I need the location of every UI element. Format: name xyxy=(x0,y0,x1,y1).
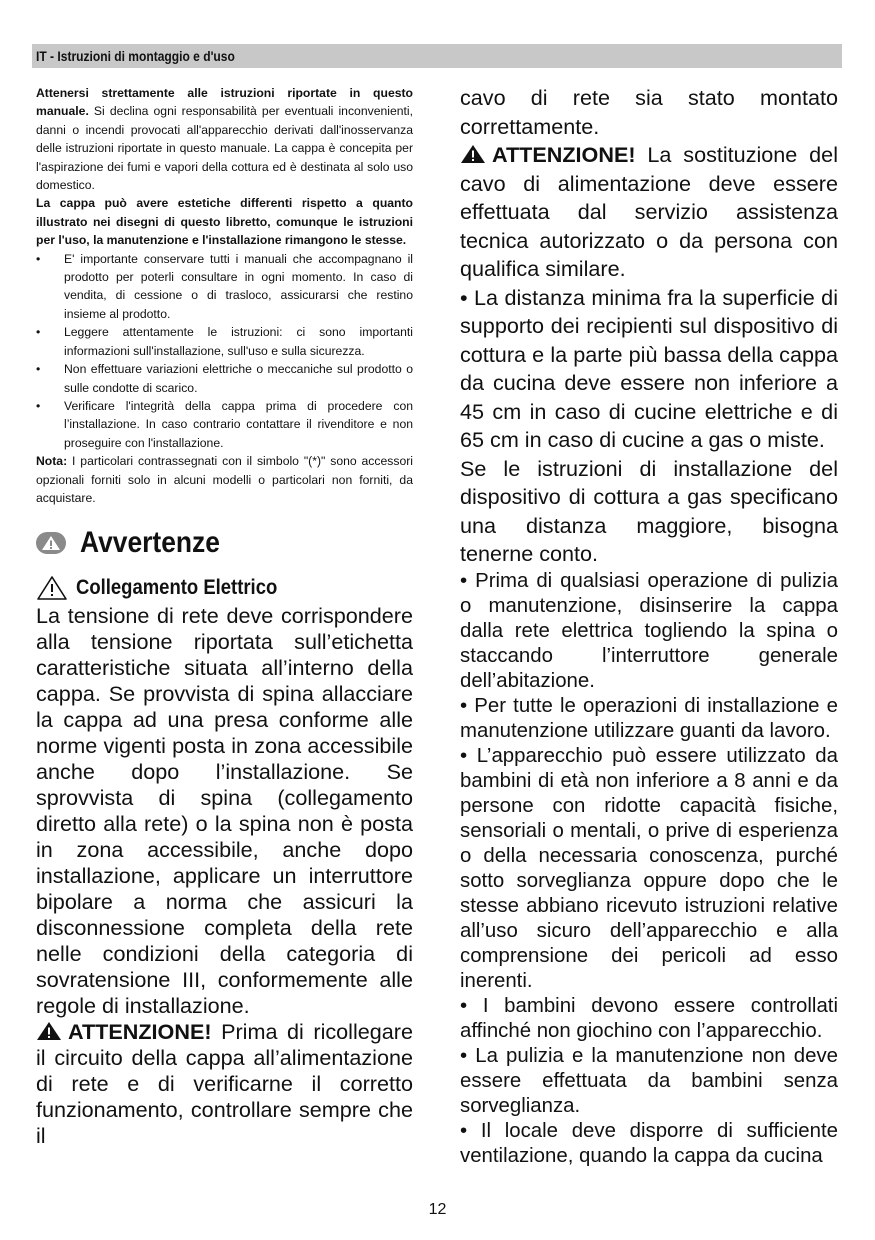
warning-text: La sostituzione del cavo di alimentazione deve essere effettuata dal servizio assistenza tecnica autorizzato o da persona con qualifica similare. xyxy=(460,142,838,281)
warning-label: ATTENZIONE! xyxy=(68,1019,212,1045)
page-number: 12 xyxy=(428,1201,447,1218)
distance-paragraph: • La distanza minima fra la superficie di supporto dei recipienti sul dispositivo di cottura e la parte più bassa della cappa da cucina deve essere non inferiore a 45 cm in caso di cucine elettriche e di 65 cm in caso di cucine a gas o miste. xyxy=(460,284,838,452)
intro-paragraph xyxy=(36,84,413,194)
list-item: • L’apparecchio può essere utilizzato da bambini di età non inferiore a 8 anni e da persone con ridotte capacità fisiche, sensoriali o mentali, o prive di esperienza o della necessaria conoscenza, purché sotto sorveglianza oppure dopo che le stesse abbiano ricevuto istruzioni relative all’uso sicuro dell’apparecchio e alla comprensione dei pericoli ad esso inerenti. xyxy=(460,744,838,992)
left-column xyxy=(36,84,413,1149)
subsection-heading xyxy=(36,573,413,603)
note-paragraph xyxy=(36,452,413,507)
bullet-icon: • xyxy=(36,325,41,340)
warning-icon xyxy=(36,1021,62,1041)
list-item: • Per tutte le operazioni di installazione e manutenzione utilizzare guanti da lavoro. xyxy=(460,694,838,742)
warning-label: ATTENZIONE! xyxy=(492,142,636,167)
list-item: • Non effettuare variazioni elettriche o meccaniche sul prodotto o sulle condotte di scarico. xyxy=(36,362,413,395)
electrical-paragraph: La tensione di rete deve corrispondere alla tensione riportata sull’etichetta caratteristiche situata all’interno della cappa. Se provvista di spina allacciare la cappa ad una presa conforme alle norme vigenti posta in zona accessibile anche dopo l’installazione. Se sprovvista di spina (collegamento diretto alla rete) o la spina non è posta in zona accessibile, anche dopo installazione, applicare un interruttore bipolare a norma che assicuri la disconnessione completa della rete nelle condizioni della categoria di sovratensione III, conformemente alle regole di installazione. xyxy=(36,603,413,1019)
subsection-title: Collegamento Elettrico xyxy=(76,576,278,600)
list-item: • Prima di qualsiasi operazione di pulizia o manutenzione, disinserire la cappa dalla rete elettrica togliendo la spina o staccando l’interruttore generale dell’abitazione. xyxy=(460,569,838,692)
page-header-title: IT - Istruzioni di montaggio e d'uso xyxy=(36,48,235,64)
bullet-icon: • xyxy=(36,251,41,266)
list-item: • I bambini devono essere controllati affinché non giochino con l’apparecchio. xyxy=(460,994,838,1042)
aesthetics-bold-text: La cappa può avere estetiche differenti rispetto a quanto illustrato nei disegni di questo libretto, comunque le istruzioni per l'uso, la manutenzione e l'installazione rimangono le stesse. xyxy=(36,196,413,248)
warning-icon xyxy=(460,144,486,164)
intro-bold-text: Attenersi strettamente alle istruzioni riportate in questo manuale. xyxy=(36,86,413,119)
cable-warning xyxy=(460,141,838,284)
section-title: Avvertenze xyxy=(80,526,220,560)
aesthetics-paragraph xyxy=(36,194,413,249)
warning-triangle-outline-icon xyxy=(36,575,68,601)
list-item: • Leggere attentamente le istruzioni: ci sono importanti informazioni sull'installazione, sull'uso e sulla sicurezza. xyxy=(36,325,413,358)
right-column xyxy=(460,84,838,1169)
section-heading xyxy=(36,523,413,563)
list-item: • E' importante conservare tutti i manuali che accompagnano il prodotto per poterli consultare in ogni momento. In caso di vendita, di cessione o di trasloco, assicurarsi che restino insieme al prodotto. xyxy=(36,251,413,321)
list-item: • La pulizia e la manutenzione non deve essere effettuata da bambini senza sorveglianza. xyxy=(460,1044,838,1117)
list-item: • Il locale deve disporre di sufficiente ventilazione, quando la cappa da cucina xyxy=(460,1119,838,1167)
gas-paragraph: Se le istruzioni di installazione del dispositivo di cottura a gas specificano una distanza maggiore, bisogna tenerne conto. xyxy=(460,455,838,566)
note-text: I particolari contrassegnati con il simbolo "(*)" sono accessori opzionali forniti solo in alcuni modelli o particolari non forniti, da acquistare. xyxy=(36,454,413,505)
bullet-icon: • xyxy=(36,398,41,413)
note-label: Nota: xyxy=(36,454,68,469)
list-item: • Verificare l'integrità della cappa prima di procedere con l’installazione. In caso contrario contattare il rivenditore e non proseguire con l'installazione. xyxy=(36,398,413,450)
bullet-icon: • xyxy=(36,362,41,377)
intro-bullet-list xyxy=(36,250,413,452)
continued-paragraph: cavo di rete sia stato montato correttamente. xyxy=(460,85,838,139)
intro-text: Si declina ogni responsabilità per eventuali inconvenienti, danni o incendi provocati all'apparecchio derivati dall'inosservanza delle istruzioni riportate in questo manuale. La cappa è concepita per l'aspirazione dei fumi e vapori della cottura ed è destinata al solo uso domestico. xyxy=(36,104,413,193)
electrical-warning xyxy=(36,1019,413,1149)
warning-text: Prima di ricollegare il circuito della cappa all’alimentazione di rete e di verificarne il corretto funzionamento, controllare sempre che il xyxy=(36,1019,413,1149)
warning-pill-icon xyxy=(36,532,66,554)
